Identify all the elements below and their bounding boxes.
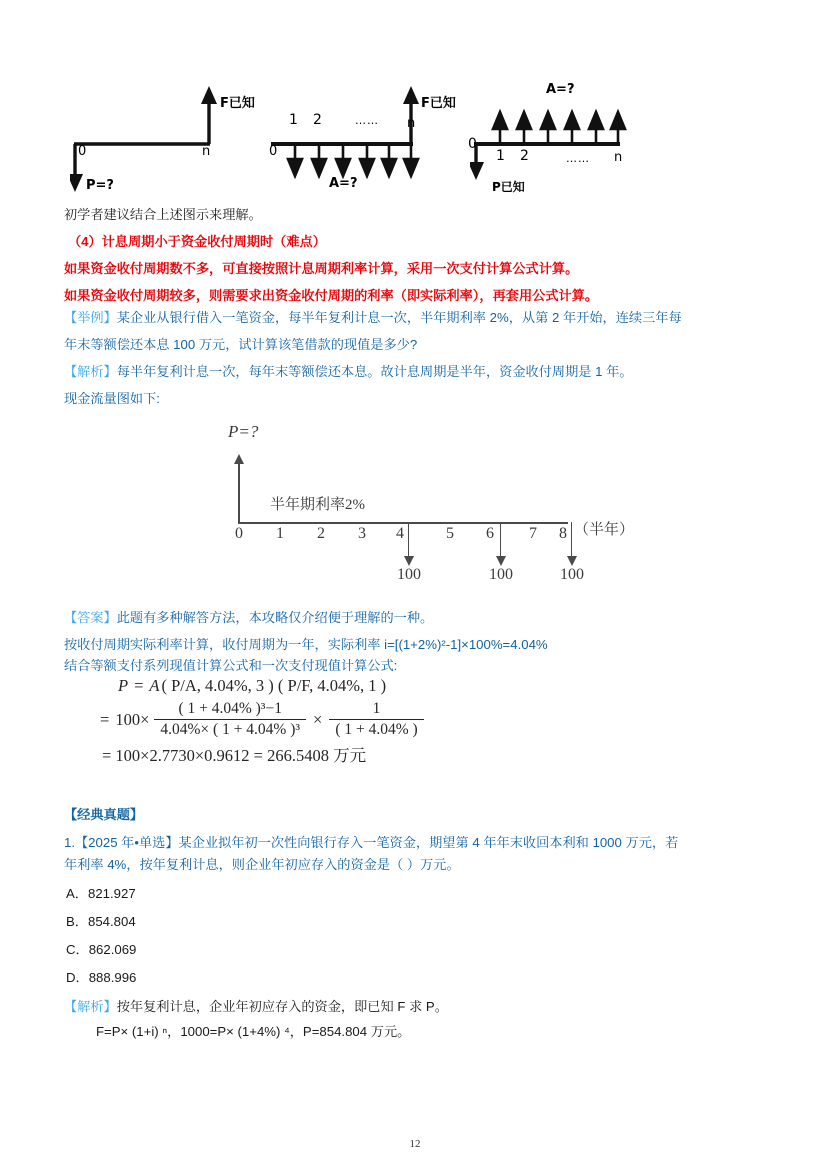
fraction-2-numerator: 1 xyxy=(372,700,381,717)
formula-equals-1: = xyxy=(134,676,144,695)
exam-analysis-label: 【解析】 xyxy=(64,999,117,1014)
exam-analysis-text: 按年复利计息，企业年初应存入的资金，即已知 F 求 P。 xyxy=(116,999,448,1014)
cashflow-panel-single-payment xyxy=(70,78,255,200)
analysis-text: 每半年复利计息一次，每年末等额偿还本息。故计息周期是半年，资金收付周期是 1 年。 xyxy=(116,364,633,379)
formula-multiply-sign: × xyxy=(313,709,323,729)
label-n-1: n xyxy=(202,144,211,159)
formula-block xyxy=(100,676,429,766)
exam-question-line-1: 1.【2025 年•单选】某企业拟年初一次性向银行存入一笔资金，期望第 4 年年末收回本利和 1000 万元，若 xyxy=(64,835,679,850)
example-text-2: 年末等额偿还本息 100 万元，试计算该笔借款的现值是多少? xyxy=(64,337,418,352)
answer-line-3: 结合等额支付系列现值计算公式和一次支付现值计算公式: xyxy=(64,658,398,673)
x-tick-7: 7 xyxy=(529,525,537,542)
example-text-1: 某企业从银行借入一笔资金，每半年复利计息一次，半年期利率 2%，从第 2 年开始，连续三年每 xyxy=(116,310,682,325)
exam-option-d[interactable]: D．888.996 xyxy=(66,970,137,985)
fraction-2-denominator: ( 1 + 4.04% ) xyxy=(329,719,423,739)
formula-lhs-p: P xyxy=(118,676,129,695)
section-heading: （4）计息周期小于资金收付周期时（难点） xyxy=(68,234,326,249)
x-tick-2: 2 xyxy=(317,525,325,542)
fraction-1-numerator: ( 1 + 4.04% )³−1 xyxy=(178,700,282,717)
answer-line-2: 按收付周期实际利率计算，收付周期为一年，实际利率 i=[(1+2%)²-1]×100%=4.04% xyxy=(64,637,548,652)
x-tick-6: 6 xyxy=(486,525,494,542)
outflow-arrow-period-6 xyxy=(500,522,501,560)
formula-rhs-a: A xyxy=(149,676,160,695)
rate-annotation: 半年期利率2% xyxy=(270,497,365,513)
label-ellipsis-3: …… xyxy=(566,152,590,165)
label-f-known-2: F已知 xyxy=(421,96,456,111)
label-one-3: 1 xyxy=(496,148,505,164)
outflow-arrow-period-8 xyxy=(571,522,572,560)
fraction-1-denominator: 4.04%× ( 1 + 4.04% )³ xyxy=(154,719,306,739)
label-two-3: 2 xyxy=(520,148,529,164)
exam-option-b[interactable]: B．854.804 xyxy=(66,914,136,929)
label-zero-3: 0 xyxy=(468,136,477,152)
exam-section-label: 【经典真题】 xyxy=(64,807,144,822)
intro-paragraph: 初学者建议结合上述图示来理解。 xyxy=(64,207,262,222)
x-tick-1: 1 xyxy=(276,525,284,542)
label-zero-2: 0 xyxy=(269,144,278,159)
label-a-unknown-3: A=? xyxy=(546,82,575,97)
formula-line-1 xyxy=(100,676,429,696)
formula-line-2 xyxy=(100,700,429,739)
formula-equals-2: = xyxy=(100,709,110,729)
label-p-unknown-1: P=? xyxy=(86,178,114,193)
answer-label: 【答案】 xyxy=(64,610,117,625)
label-n-2: n xyxy=(407,116,416,131)
cashflow-amount-period-4: 100 xyxy=(397,566,421,583)
exam-analysis-formula: F=P× (1+i) ⁿ，1000=P× (1+4%) ⁴，P=854.804 万元。 xyxy=(96,1024,411,1039)
cashflow-caption: 现金流量图如下: xyxy=(64,391,160,406)
red-rule-line-2: 如果资金收付周期较多，则需要求出资金收付周期的利率（即实际利率），再套用公式计算。 xyxy=(64,288,599,303)
label-zero-1: 0 xyxy=(78,144,87,159)
page-number: 12 xyxy=(409,1138,421,1150)
analysis-label: 【解析】 xyxy=(64,364,117,379)
top-cashflow-figure-group xyxy=(70,78,690,200)
exam-option-a[interactable]: A．821.927 xyxy=(66,886,136,901)
cashflow-amount-period-8: 100 xyxy=(560,566,584,583)
diagram-vertical-axis xyxy=(238,462,240,523)
exam-question-line-2: 年利率 4%，按年复利计息，则企业年初应存入的资金是（ ）万元。 xyxy=(64,857,460,872)
x-tick-0: 0 xyxy=(235,525,243,542)
red-rule-line-1: 如果资金收付周期数不多，可直接按照计息周期利率计算，采用一次支付计算公式计算。 xyxy=(64,261,579,276)
example-label: 【举例】 xyxy=(64,310,117,325)
label-ellipsis-2: …… xyxy=(355,114,379,127)
formula-fraction-2 xyxy=(329,700,423,739)
answer-line xyxy=(64,604,433,631)
axis-unit-label: （半年） xyxy=(574,522,635,538)
diagram-time-axis xyxy=(238,522,568,524)
label-one-2: 1 xyxy=(289,112,298,128)
exam-option-c[interactable]: C．862.069 xyxy=(66,942,137,957)
formula-line-3: = 100×2.7730×0.9612 = 266.5408 万元 xyxy=(102,746,367,765)
label-n-3: n xyxy=(614,150,623,165)
cashflow-amount-period-6: 100 xyxy=(489,566,513,583)
x-tick-3: 3 xyxy=(358,525,366,542)
x-tick-8: 8 xyxy=(559,525,567,542)
x-tick-5: 5 xyxy=(446,525,454,542)
outflow-arrow-period-4 xyxy=(408,522,409,560)
exam-analysis-line xyxy=(64,993,448,1020)
label-a-unknown-2: A=? xyxy=(329,176,358,191)
example-line-1 xyxy=(64,304,682,331)
x-tick-4: 4 xyxy=(396,525,404,542)
formula-fraction-1 xyxy=(154,700,306,739)
formula-rhs-factors: ( P/A, 4.04%, 3 ) ( P/F, 4.04%, 1 ) xyxy=(161,676,387,695)
label-p-known-3: P已知 xyxy=(492,180,525,194)
analysis-line xyxy=(64,358,633,385)
cashflow-diagram-example xyxy=(228,418,635,593)
cashflow-panel-capital-recovery xyxy=(470,78,690,200)
label-present-value: P=? xyxy=(228,422,259,441)
formula-lead-100: 100× xyxy=(115,709,150,729)
answer-text: 此题有多种解答方法，本攻略仅介绍便于理解的一种。 xyxy=(116,610,434,625)
label-f-known-1: F已知 xyxy=(220,96,255,111)
cashflow-panel-uniform-series xyxy=(267,78,472,200)
label-two-2: 2 xyxy=(313,112,322,128)
